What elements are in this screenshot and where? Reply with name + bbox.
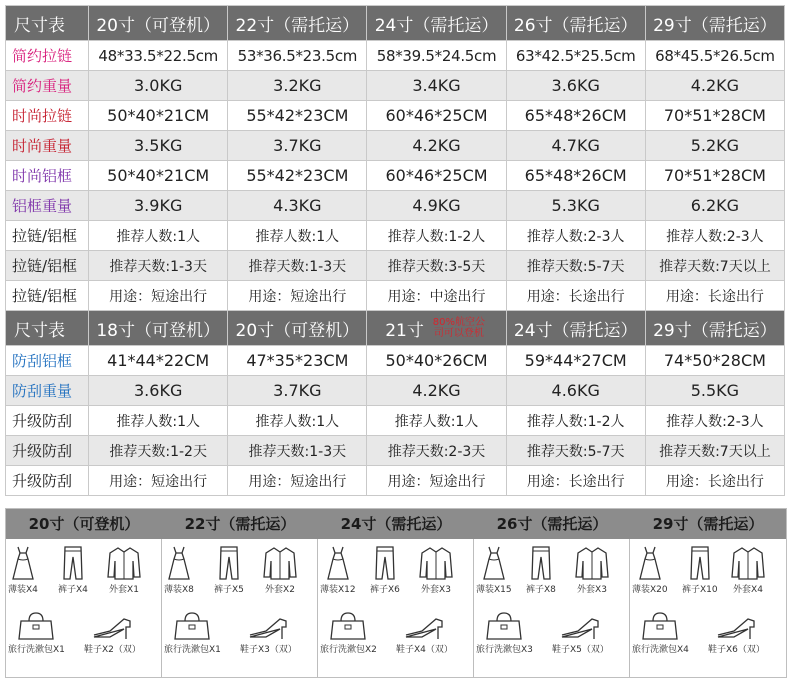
zipper-table-cell: 3.2KG: [228, 71, 367, 101]
packing-item: [58, 545, 88, 595]
aluminum-table-cell: 推荐天数:5-7天: [506, 436, 645, 466]
zipper-table-cell: 用途：短途出行: [89, 281, 228, 311]
aluminum-table-header-row: [6, 311, 785, 346]
dress-icon: [164, 545, 194, 581]
aluminum-table-row: [6, 436, 785, 466]
packing-item-label: 旅行洗漱包X3: [476, 645, 533, 655]
packing-item: [574, 545, 610, 595]
packing-column: [474, 539, 630, 677]
toiletry-bag-icon: [476, 611, 533, 641]
zipper-table-row: [6, 281, 785, 311]
zipper-table-cell: 4.2KG: [645, 71, 784, 101]
pants-icon: [58, 545, 88, 581]
packing-capacity-panel: [5, 508, 787, 678]
zipper-table-cell: 推荐人数:2-3人: [506, 221, 645, 251]
packing-item-label: 外套X3: [577, 585, 607, 595]
zipper-table-row-label: 拉链/铝框: [6, 221, 89, 251]
packing-item: [396, 615, 453, 655]
packing-item-label: 旅行洗漱包X4: [632, 645, 689, 655]
aluminum-table-header-cell: 29寸（需托运）: [645, 311, 784, 346]
packing-item-label: 薄装X4: [8, 585, 38, 595]
zipper-table-cell: 推荐天数:7天以上: [645, 251, 784, 281]
aluminum-table-cell: 50*40*26CM: [367, 346, 506, 376]
zipper-table-row: [6, 41, 785, 71]
zipper-table-cell: 60*46*25CM: [367, 161, 506, 191]
aluminum-table-cell: 推荐人数:1人: [367, 406, 506, 436]
zipper-table-header-cell: 29寸（需托运）: [645, 6, 784, 41]
zipper-table-cell: 55*42*23CM: [228, 161, 367, 191]
zipper-table-cell: 推荐人数:2-3人: [645, 221, 784, 251]
size-spec-table: [5, 5, 785, 496]
packing-item: [526, 545, 556, 595]
aluminum-table-cell: 3.6KG: [89, 376, 228, 406]
aluminum-table-cell: 用途：长途出行: [645, 466, 784, 496]
zipper-table-row-label: 时尚拉链: [6, 101, 89, 131]
packing-item-label: 薄装X12: [320, 585, 356, 595]
packing-item: [708, 615, 765, 655]
packing-item-label: 外套X2: [265, 585, 295, 595]
packing-item: [476, 545, 512, 595]
packing-item: [476, 611, 533, 655]
zipper-table-cell: 4.7KG: [506, 131, 645, 161]
zipper-table-cell: 55*42*23CM: [228, 101, 367, 131]
zipper-table-cell: 70*51*28CM: [645, 101, 784, 131]
zipper-table-cell: 3.6KG: [506, 71, 645, 101]
packing-column: [162, 539, 318, 677]
jacket-icon: [418, 545, 454, 581]
packing-item: [214, 545, 244, 595]
toiletry-bag-icon: [8, 611, 65, 641]
aluminum-table-cell: 推荐天数:1-3天: [228, 436, 367, 466]
zipper-table-cell: 用途：短途出行: [228, 281, 367, 311]
zipper-table-row: [6, 221, 785, 251]
pants-icon: [214, 545, 244, 581]
aluminum-table-header-text: 21寸: [385, 320, 424, 341]
packing-item-label: 裤子X6: [370, 585, 400, 595]
packing-column: [318, 539, 474, 677]
zipper-table-header-cell: 24寸（需托运）: [367, 6, 506, 41]
dress-icon: [476, 545, 512, 581]
packing-item-label: 裤子X10: [682, 585, 718, 595]
dress-icon: [320, 545, 356, 581]
zipper-table-cell: 3.0KG: [89, 71, 228, 101]
zipper-table-cell: 推荐人数:1-2人: [367, 221, 506, 251]
packing-item-label: 旅行洗漱包X1: [164, 645, 221, 655]
zipper-table-cell: 50*40*21CM: [89, 101, 228, 131]
zipper-table-cell: 65*48*26CM: [506, 101, 645, 131]
zipper-table-row: [6, 191, 785, 221]
high-heel-shoe-icon: [552, 615, 609, 641]
packing-item: [552, 615, 609, 655]
packing-header-bar: [6, 509, 786, 539]
zipper-table-row: [6, 131, 785, 161]
jacket-icon: [106, 545, 142, 581]
zipper-table-row-label: 时尚重量: [6, 131, 89, 161]
pants-icon: [682, 545, 718, 581]
aluminum-table-cell: 推荐天数:1-2天: [89, 436, 228, 466]
packing-item-label: 鞋子X2（双）: [84, 645, 141, 655]
zipper-table-cell: 53*36.5*23.5cm: [228, 41, 367, 71]
aluminum-table-cell: 用途：长途出行: [506, 466, 645, 496]
aluminum-table-cell: 3.7KG: [228, 376, 367, 406]
aluminum-table-header-cell: [367, 311, 506, 346]
packing-column: [6, 539, 162, 677]
zipper-table-header-cell: 26寸（需托运）: [506, 6, 645, 41]
aluminum-table-row-label: 升级防刮: [6, 436, 89, 466]
packing-item-label: 裤子X5: [214, 585, 244, 595]
packing-item-label: 裤子X4: [58, 585, 88, 595]
packing-item: [8, 611, 65, 655]
packing-item-label: 薄装X20: [632, 585, 668, 595]
packing-item: [682, 545, 718, 595]
zipper-table-row: [6, 101, 785, 131]
aluminum-table-cell: 74*50*28CM: [645, 346, 784, 376]
aluminum-table-cell: 5.5KG: [645, 376, 784, 406]
aluminum-table-header-cell: 24寸（需托运）: [506, 311, 645, 346]
packing-item: [262, 545, 298, 595]
zipper-table-row-label: 简约重量: [6, 71, 89, 101]
zipper-table-cell: 58*39.5*24.5cm: [367, 41, 506, 71]
pants-icon: [526, 545, 556, 581]
zipper-table-row-label: 铝框重量: [6, 191, 89, 221]
packing-item: [418, 545, 454, 595]
packing-item: [370, 545, 400, 595]
packing-size-title: 29寸（需托运）: [652, 515, 764, 533]
packing-item: [632, 611, 689, 655]
packing-item: [632, 545, 668, 595]
aluminum-table-cell: 用途：短途出行: [367, 466, 506, 496]
dress-icon: [632, 545, 668, 581]
high-heel-shoe-icon: [84, 615, 141, 641]
packing-item: [240, 615, 297, 655]
packing-item-label: 旅行洗漱包X2: [320, 645, 377, 655]
packing-item-label: 鞋子X4（双）: [396, 645, 453, 655]
aluminum-table-cell: 用途：短途出行: [228, 466, 367, 496]
zipper-table-header-cell: 尺寸表: [6, 6, 89, 41]
zipper-table-cell: 用途：长途出行: [506, 281, 645, 311]
zipper-table-cell: 5.2KG: [645, 131, 784, 161]
aluminum-table-cell: 4.2KG: [367, 376, 506, 406]
zipper-table-cell: 3.9KG: [89, 191, 228, 221]
zipper-table-row: [6, 71, 785, 101]
zipper-table-cell: 60*46*25CM: [367, 101, 506, 131]
packing-item-label: 外套X3: [421, 585, 451, 595]
high-heel-shoe-icon: [240, 615, 297, 641]
jacket-icon: [262, 545, 298, 581]
zipper-table-cell: 推荐天数:1-3天: [89, 251, 228, 281]
zipper-table-cell: 50*40*21CM: [89, 161, 228, 191]
zipper-table-cell: 70*51*28CM: [645, 161, 784, 191]
zipper-table-cell: 4.2KG: [367, 131, 506, 161]
aluminum-table-cell: 推荐人数:1人: [228, 406, 367, 436]
packing-item: [730, 545, 766, 595]
zipper-table-cell: 推荐人数:1人: [89, 221, 228, 251]
aluminum-table-header-cell: 18寸（可登机）: [89, 311, 228, 346]
high-heel-shoe-icon: [708, 615, 765, 641]
aluminum-table-cell: 推荐天数:7天以上: [645, 436, 784, 466]
packing-item-label: 鞋子X5（双）: [552, 645, 609, 655]
packing-size-title: 24寸（需托运）: [340, 515, 452, 533]
zipper-table-header-cell: 22寸（需托运）: [228, 6, 367, 41]
zipper-table-cell: 68*45.5*26.5cm: [645, 41, 784, 71]
zipper-table-cell: 63*42.5*25.5cm: [506, 41, 645, 71]
packing-item-label: 薄装X8: [164, 585, 194, 595]
zipper-table-row-label: 拉链/铝框: [6, 281, 89, 311]
packing-size-title: 22寸（需托运）: [184, 515, 296, 533]
packing-item-label: 鞋子X3（双）: [240, 645, 297, 655]
zipper-table-cell: 48*33.5*22.5cm: [89, 41, 228, 71]
aluminum-table-cell: 推荐人数:1-2人: [506, 406, 645, 436]
packing-item-label: 外套X4: [733, 585, 763, 595]
zipper-table-cell: 推荐人数:1人: [228, 221, 367, 251]
packing-item: [84, 615, 141, 655]
aluminum-table-header-cell: 尺寸表: [6, 311, 89, 346]
zipper-table-cell: 4.9KG: [367, 191, 506, 221]
aluminum-table-row: [6, 346, 785, 376]
packing-item: [320, 545, 356, 595]
packing-size-title: 26寸（需托运）: [496, 515, 608, 533]
aluminum-table-cell: 59*44*27CM: [506, 346, 645, 376]
zipper-table-row-label: 拉链/铝框: [6, 251, 89, 281]
pants-icon: [370, 545, 400, 581]
packing-size-title: 20寸（可登机）: [28, 515, 140, 533]
zipper-table-cell: 用途：中途出行: [367, 281, 506, 311]
packing-item: [106, 545, 142, 595]
zipper-table-cell: 65*48*26CM: [506, 161, 645, 191]
aluminum-table-row-label: 防刮重量: [6, 376, 89, 406]
header-with-note: [385, 316, 488, 341]
zipper-table-row-label: 简约拉链: [6, 41, 89, 71]
aluminum-table-cell: 推荐天数:2-3天: [367, 436, 506, 466]
packing-item-label: 鞋子X6（双）: [708, 645, 765, 655]
zipper-table-header-cell: 20寸（可登机）: [89, 6, 228, 41]
toiletry-bag-icon: [632, 611, 689, 641]
zipper-table-cell: 6.2KG: [645, 191, 784, 221]
aluminum-table-cell: 推荐人数:2-3人: [645, 406, 784, 436]
aluminum-table-cell: 41*44*22CM: [89, 346, 228, 376]
toiletry-bag-icon: [320, 611, 377, 641]
zipper-table-cell: 3.5KG: [89, 131, 228, 161]
zipper-table-row: [6, 161, 785, 191]
aluminum-table-row: [6, 376, 785, 406]
packing-item-label: 裤子X8: [526, 585, 556, 595]
packing-item: [164, 545, 194, 595]
aluminum-table-row-label: 升级防刮: [6, 466, 89, 496]
aluminum-table-cell: 推荐人数:1人: [89, 406, 228, 436]
packing-column: [630, 539, 785, 677]
zipper-table-row-label: 时尚铝框: [6, 161, 89, 191]
toiletry-bag-icon: [164, 611, 221, 641]
aluminum-table-row-label: 升级防刮: [6, 406, 89, 436]
zipper-table-header-row: [6, 6, 785, 41]
packing-item: [8, 545, 38, 595]
aluminum-table-row-label: 防刮铝框: [6, 346, 89, 376]
packing-item-label: 外套X1: [109, 585, 139, 595]
zipper-table-cell: 3.4KG: [367, 71, 506, 101]
jacket-icon: [730, 545, 766, 581]
zipper-table-cell: 用途：长途出行: [645, 281, 784, 311]
aluminum-table-cell: 用途：短途出行: [89, 466, 228, 496]
zipper-table-cell: 5.3KG: [506, 191, 645, 221]
zipper-table-cell: 推荐天数:5-7天: [506, 251, 645, 281]
packing-item: [164, 611, 221, 655]
aluminum-table-cell: 47*35*23CM: [228, 346, 367, 376]
aluminum-table-row: [6, 466, 785, 496]
zipper-table-cell: 3.7KG: [228, 131, 367, 161]
aluminum-table-cell: 4.6KG: [506, 376, 645, 406]
carry-on-note: 80%航空公司可以登机: [432, 317, 485, 339]
zipper-table-row: [6, 251, 785, 281]
zipper-table-cell: 推荐天数:3-5天: [367, 251, 506, 281]
aluminum-table-header-cell: 20寸（可登机）: [228, 311, 367, 346]
aluminum-table-row: [6, 406, 785, 436]
packing-item-label: 薄装X15: [476, 585, 512, 595]
packing-item-label: 旅行洗漱包X1: [8, 645, 65, 655]
zipper-table-cell: 推荐天数:1-3天: [228, 251, 367, 281]
dress-icon: [8, 545, 38, 581]
zipper-table-cell: 4.3KG: [228, 191, 367, 221]
jacket-icon: [574, 545, 610, 581]
high-heel-shoe-icon: [396, 615, 453, 641]
packing-item: [320, 611, 377, 655]
